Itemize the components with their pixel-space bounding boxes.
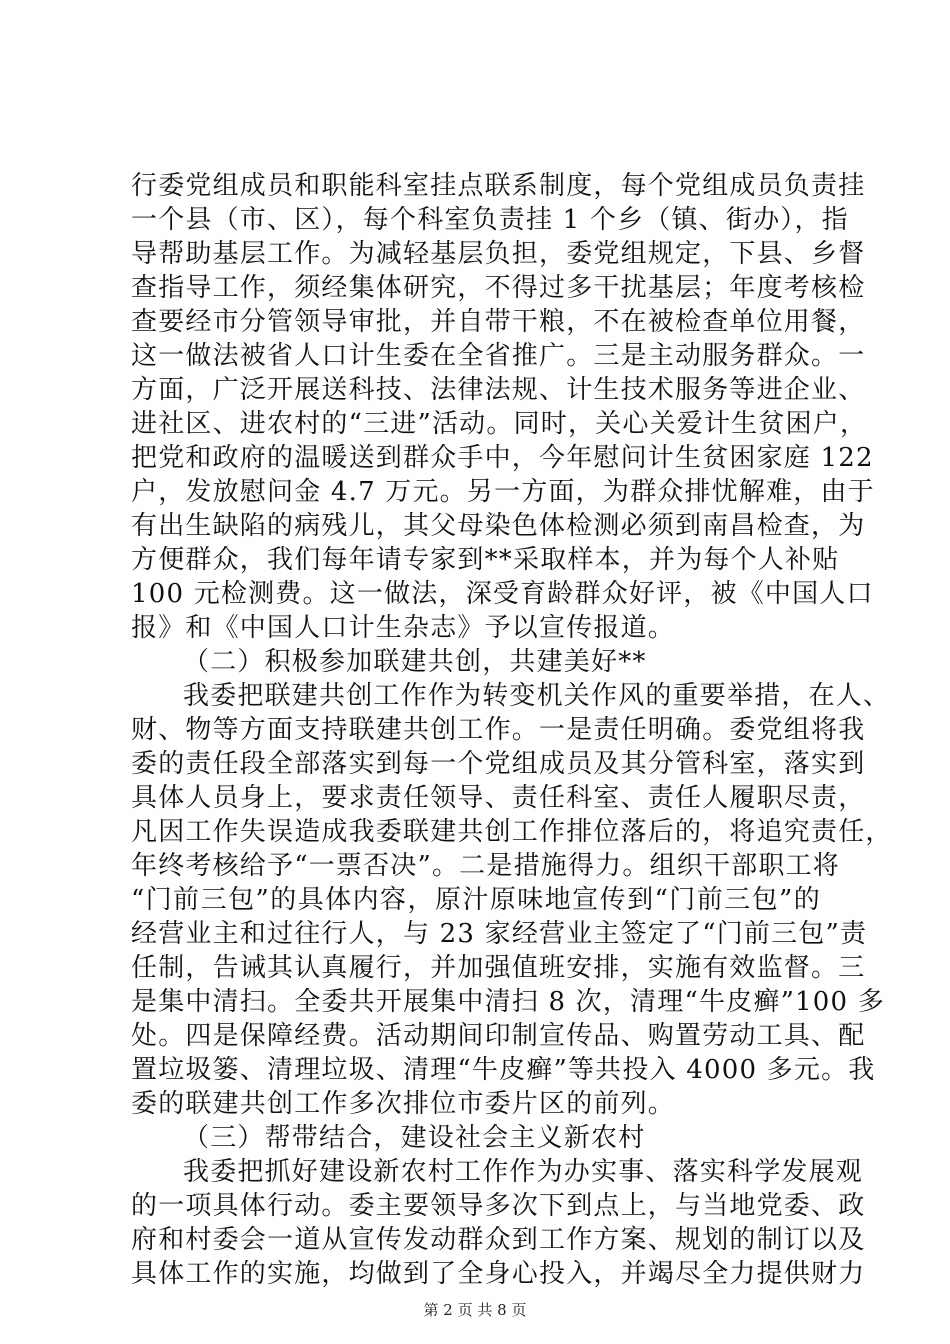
text-line: 的一项具体行动。委主要领导多次下到点上，与当地党委、政 [131,1191,866,1221]
text-line: 查指导工作，须经集体研究，不得过多干扰基层；年度考核检 [131,273,866,303]
text-line: 任制，告诫其认真履行，并加强值班安排，实施有效监督。三 [131,953,866,983]
text-line: 委的责任段全部落实到每一个党组成员及其分管科室，落实到 [131,749,866,779]
text-line: 100 元检测费。这一做法，深受育龄群众好评，被《中国人口 [131,579,874,609]
text-line: 财、物等方面支持联建共创工作。一是责任明确。委党组将我 [131,715,866,745]
text-line: 把党和政府的温暖送到群众手中，今年慰问计生贫困家庭 122 [131,443,874,473]
text-line: 委的联建共创工作多次排位市委片区的前列。 [131,1089,676,1119]
text-line: “门前三包”的具体内容，原汁原味地宣传到“门前三包”的 [131,885,821,915]
section-heading: （二）积极参加联建共创，共建美好** [183,647,647,677]
paragraph-first-line: 我委把抓好建设新农村工作作为办实事、落实科学发展观 [183,1157,864,1187]
text-line: 方便群众，我们每年请专家到**采取样本，并为每个人补贴 [131,545,840,575]
paragraph-first-line: 我委把联建共创工作作为转变机关作风的重要举措，在人、 [183,681,891,711]
text-line: 导帮助基层工作。为减轻基层负担，委党组规定，下县、乡督 [131,239,866,269]
text-line: 有出生缺陷的病残儿，其父母染色体检测必须到南昌检查，为 [131,511,866,541]
text-line: 具体工作的实施，均做到了全身心投入，并竭尽全力提供财力 [131,1259,866,1289]
text-line: 进社区、进农村的“三进”活动。同时，关心关爱计生贫困户， [131,409,868,439]
text-line: 这一做法被省人口计生委在全省推广。三是主动服务群众。一 [131,341,866,371]
text-line: 一个县（市、区），每个科室负责挂 1 个乡（镇、街办），指 [131,205,849,235]
text-line: 具体人员身上，要求责任领导、责任科室、责任人履职尽责， [131,783,866,813]
text-line: 方面，广泛开展送科技、法律法规、计生技术服务等进企业、 [131,375,866,405]
text-line: 年终考核给予“一票否决”。二是措施得力。组织干部职工将 [131,851,840,881]
text-line: 行委党组成员和职能科室挂点联系制度，每个党组成员负责挂 [131,171,866,201]
text-line: 置垃圾篓、清理垃圾、清理“牛皮癣”等共投入 4000 多元。我 [131,1055,876,1085]
text-line: 凡因工作失误造成我委联建共创工作排位落后的，将追究责任， [131,817,893,847]
text-line: 经营业主和过往行人，与 23 家经营业主签定了“门前三包”责 [131,919,868,949]
text-line: 府和村委会一道从宣传发动群众到工作方案、规划的制订以及 [131,1225,866,1255]
text-line: 查要经市分管领导审批，并自带干粮，不在被检查单位用餐， [131,307,866,337]
text-line: 户，发放慰问金 4.7 万元。另一方面，为群众排忧解难，由于 [131,477,875,507]
text-line: 是集中清扫。全委共开展集中清扫 8 次，清理“牛皮癣”100 多 [131,987,885,1017]
page-number: 第 2 页 共 8 页 [423,1301,527,1319]
text-line: 处。四是保障经费。活动期间印制宣传品、购置劳动工具、配 [131,1021,866,1051]
text-line: 报》和《中国人口计生杂志》予以宣传报道。 [131,613,676,643]
section-heading: （三）帮带结合，建设社会主义新农村 [183,1123,646,1153]
